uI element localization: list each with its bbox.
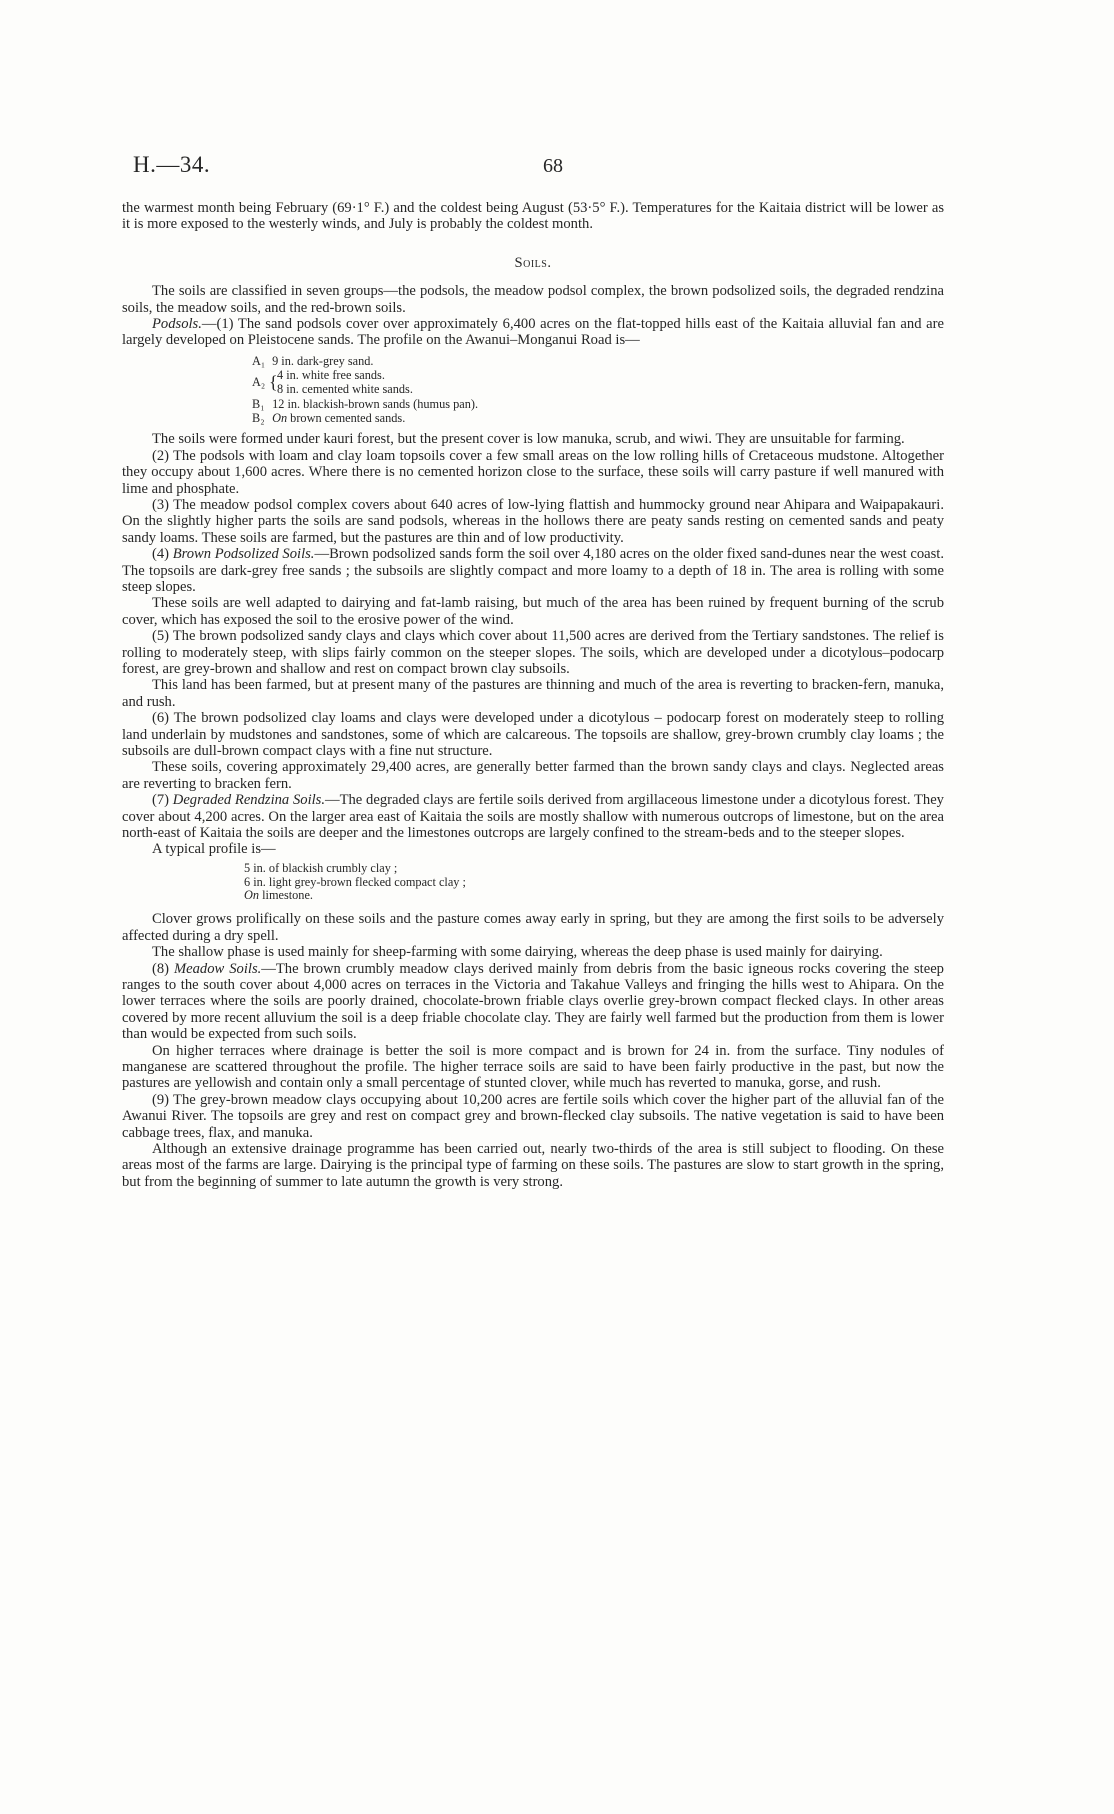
profile-row-b2 [252,411,944,425]
paragraph-podsols [122,316,944,349]
podsols-text: —(1) The sand podsols cover over approximately 6,400 acres on the flat-topped hills east of the Kaitaia alluvial fan and are largely developed on Pleistocene sands. The profile on the Awanui–Monganui Road is— [122,316,944,349]
paragraph-7 [122,792,944,841]
horizon-label: B₂ [252,411,265,426]
profile-line: 5 in. of blackish crumbly clay ; [244,860,398,875]
profile-row-a2 [252,368,944,397]
paragraph-8 [122,961,944,1043]
paragraph-text: —The degraded clays are fertile soils derived from argillaceous limestone under a dicotylous forest. They cover about 4,200 acres. On the larger area east of Kaitaia the soils are mostly shallow with numerous outcrops of limestone, but on the area north-east of Kaitaia the soils are deeper and the limestones outcrops are largely confined to the stream-beds and to the steeper slopes. [122,792,944,842]
paragraph-9b: Although an extensive drainage programme has been carried out, nearly two-thirds of the area is still subject to flooding. On these areas most of the farms are large. Dairying is the principal type of farming on these soils. The pastures are slow to start growth in the spring, but from the beginning of summer to late autumn the growth is very strong. [122,1140,944,1190]
profile-line [244,889,944,903]
horizon-text: 12 in. blackish-brown sands (humus pan). [272,396,479,411]
paragraph-5b: This land has been farmed, but at present many of the pastures are thinning and much of the area is reverting to bracken-fern, manuka, and rush. [122,677,944,710]
paragraph-8b: On higher terraces where drainage is better the soil is more compact and is brown for 24 in. from the surface. Tiny nodules of manganese are scattered throughout the profile. The higher terrace soils are said to have been fairly productive in the past, but now the pastures are yellowish and contain only a small percentage of stunted clover, while much has reverted to manuka, gorse, and rush. [122,1042,944,1092]
paragraph-5: (5) The brown podsolized sandy clays and clays which cover about 11,500 acres are derived from the Tertiary sandstones. The relief is rolling to moderately steep, with slips fairly common on the steeper slopes. The soils, which are developed under a dicotylous–podocarp forest, are grey-brown and shallow and rest on compact brown clay subsoils. [122,628,944,678]
horizon-label: A₂ [252,375,266,390]
paragraph-number: (8) [152,960,174,977]
profile-text: limestone. [259,888,313,903]
soil-profile-podsol [252,354,944,425]
paragraph-4b: These soils are well adapted to dairying and fat-lamb raising, but much of the area has been ruined by frequent burning of the scrub cover, which has exposed the soil to the erosive power of the wind. [122,595,944,628]
page-header [133,152,979,186]
intro-paragraph: the warmest month being February (69·1° F.) and the coldest being August (53·5° F.). Temperatures for the Kaitaia district will be lower as it is more exposed to the westerly winds, and July is probably the coldest month. [122,200,944,233]
section-heading-soils: Soils. [514,254,552,271]
paragraph-6b: These soils, covering approximately 29,400 acres, are generally better farmed than the brown sandy clays and clays. Neglected areas are reverting to bracken fern. [122,759,944,792]
horizon-text: brown cemented sands. [287,411,406,426]
profile-line: 6 in. light grey-brown flecked compact clay ; [244,874,466,889]
horizon-text: 9 in. dark-grey sand. [272,353,374,368]
paragraph-number: (4) [152,546,173,563]
paragraph-formed: The soils were formed under kauri forest, but the present cover is low manuka, scrub, and wiwi. They are unsuitable for farming. [152,431,905,448]
paragraph-4 [122,546,944,595]
profile-row-b1 [252,397,944,411]
paragraph-6: (6) The brown podsolized clay loams and clays were developed under a dicotylous – podocarp forest on moderately steep to rolling land underlain by mudstones and sandstones, some of which are calcareous. The topsoils are shallow, grey-brown crumbly clay loams ; the subsoils are dull-brown compact clays with a fine nut structure. [122,710,944,760]
soil-profile-rendzina [244,862,944,903]
brace-lines [277,368,413,397]
horizon-italic: On [272,411,288,426]
brown-podsolized-title: Brown Podsolized Soils. [172,546,315,563]
paragraph-classification: The soils are classified in seven groups—the podsols, the meadow podsol complex, the brown podsolized soils, the degraded rendzina soils, the meadow soils, and the red-brown soils. [122,283,944,316]
horizon-label: A₁ [252,353,266,368]
paragraph-9: (9) The grey-brown meadow clays occupying about 10,200 acres are fertile soils which cover the higher part of the alluvial fan of the Awanui River. The topsoils are grey and rest on compact grey and brown-flecked clay subsoils. The native vegetation is said to have been cabbage trees, flax, and manuka. [122,1091,944,1141]
profile-row-a1 [252,354,944,368]
document-reference: H.—34. [133,152,211,177]
document-body [122,200,944,1190]
page-number: 68 [543,155,563,177]
paragraph-typical-profile: A typical profile is— [152,841,276,858]
horizon-label: B₁ [252,396,265,411]
paragraph-text: —Brown podsolized sands form the soil over 4,180 acres on the older fixed sand-dunes near the west coast. The topsoils are dark-grey free sands ; the subsoils are slightly compact and more loamy to a depth of 18 in. The area is rolling with some steep slopes. [122,546,944,595]
paragraph-number: (7) [152,792,173,809]
paragraph-text: —The brown crumbly meadow clays derived mainly from debris from the basic igneous rocks covering the steep ranges to the south cover about 4,000 acres on terraces in the Victoria and Takahue Valleys and fringing the hills west to Ahipara. On the lower terraces where the soils are poorly drained, chocolate-brown friable clays overlie grey-brown compact flecked clays. In other areas covered by more recent alluvium the soil is a deep friable chocolate clay. They are fairly well farmed but the production from them is lower than would be expected from such soils. [122,960,944,1043]
profile-italic: On [244,888,260,903]
podsols-title: Podsols. [152,316,202,333]
horizon-text: 4 in. white free sands. [277,368,385,383]
paragraph-3: (3) The meadow podsol complex covers about 640 acres of low-lying flattish and hummocky ground near Ahipara and Waipapakauri. On the slightly higher parts the soils are sand podsols, whereas in the hollows there are peaty sands resting on cemented sands and peaty sandy loams. These soils are farmed, but the pastures are thin and of low productivity. [122,496,944,546]
paragraph-shallow: The shallow phase is used mainly for sheep-farming with some dairying, whereas the deep phase is used mainly for dairying. [152,944,883,961]
degraded-rendzina-title: Degraded Rendzina Soils. [172,792,325,809]
brace-group [269,368,413,397]
meadow-soils-title: Meadow Soils. [174,960,262,977]
horizon-text: 8 in. cemented white sands. [277,382,413,397]
paragraph-2: (2) The podsols with loam and clay loam topsoils cover a few small areas on the low rolling hills of Cretaceous mudstone. Altogether they occupy about 1,600 acres. Where there is no cemented horizon close to the surface, these soils will carry pasture if well manured with lime and phosphate. [122,447,944,497]
brace-symbol: { [269,372,278,393]
paragraph-clover: Clover grows prolifically on these soils and the pasture comes away early in spring, but they are among the first soils to be adversely affected during a dry spell. [122,911,944,944]
